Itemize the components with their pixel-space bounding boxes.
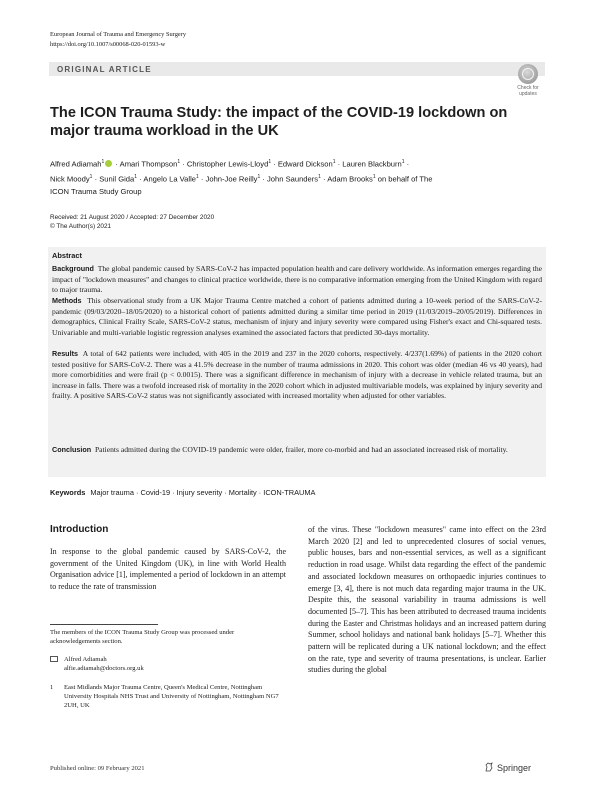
background-label: Background bbox=[52, 264, 94, 273]
abstract-results: Results A total of 642 patients were included, with 405 in the 2019 and 237 in the 2020 cohorts, respectively. 4/237(1.69%) of patients in the 2020 cohort tested positive for SARS-CoV-2. There was a 41.5% decrease in the number of trauma admissions in 2020. This cohort was older (median 46 vs 40 years), had more comorbidities and were frail (p < 0.0015). There was a significant difference in mechanism of injury with a decrease in vehicle related trauma, but an increase in falls. There was a twofold increased risk of mortality in the 2020 cohort which in adjusted multivariable models, was explained by injury severity and frailty. A positive SARS-CoV-2 status was not significantly associated with increased mortality when adjusted for other variables. bbox=[52, 349, 542, 401]
author[interactable]: Sunil Gida bbox=[99, 174, 135, 184]
results-label: Results bbox=[52, 349, 78, 358]
keywords-label: Keywords bbox=[50, 488, 86, 497]
methods-label: Methods bbox=[52, 296, 82, 305]
author[interactable]: John Saunders bbox=[267, 174, 319, 184]
article-title: The ICON Trauma Study: the impact of the COVID‑19 lockdown on major trauma workload in the UK bbox=[50, 105, 508, 139]
group-name: ICON Trauma Study Group bbox=[50, 187, 142, 197]
article-type: ORIGINAL ARTICLE bbox=[57, 65, 152, 74]
left-column bbox=[50, 524, 286, 592]
footnote-members: The members of the ICON Trauma Study Group was processed under acknowledgements section. bbox=[50, 629, 235, 645]
publisher-logo bbox=[484, 762, 531, 773]
article-type-bar bbox=[49, 62, 545, 76]
affiliation-text: East Midlands Major Trauma Centre, Queen's Medical Centre, Nottingham University Hospitals NHS Trust and University of Nottingham, Nottingham NG7 2UH, UK bbox=[64, 684, 279, 709]
orcid-icon[interactable] bbox=[105, 160, 112, 167]
abstract-background: Background The global pandemic caused by SARS-CoV-2 has impacted population health and care delivery worldwide. As information emerges regarding the impact of "lockdown measures" and changes to clinical practice worldwide, there is no comparative information emerging from the United Kingdom with regard to major trauma. bbox=[52, 264, 543, 295]
received-dates: Received: 21 August 2020 / Accepted: 27 December 2020 bbox=[50, 214, 215, 221]
published-online: Published online: 09 February 2021 bbox=[50, 765, 145, 772]
author[interactable]: Adam Brooks bbox=[327, 174, 373, 184]
check-label-line2: updates bbox=[519, 90, 537, 97]
check-for-updates-badge[interactable] bbox=[512, 63, 544, 101]
author[interactable]: Amari Thompson bbox=[119, 159, 178, 169]
intro-paragraph-right: of the virus. These "lockdown measures" came into effect on the 23rd March 2020 [2] and led to unprecedented closures of social venues, public houses, bars and non-essential services, as well as a significant reduction in road usage. Whilst data regarding the effect of the pandemic and associated lockdown measures on orthopaedic injuries continues to emerge [3, 4], there is not much data regarding major trauma in the UK. Despite this, the seasonal variability in trauma admissions is well documented [5–7]. This has been attributed to decreased trauma incidents during the Easter and Christmas holidays and an increased pattern during Summer, school holidays and national bank holidays [5–7]. Whether this pattern will be replicated during a UK national lockdown; and the effect on the rate, type and severity of trauma presentations, is unclear. Earlier studies during the global bbox=[308, 525, 546, 675]
mail-icon bbox=[50, 655, 62, 664]
corresponding-author bbox=[50, 655, 286, 677]
keywords-text: Major trauma · Covid-19 · Injury severity · Mortality · ICON-TRAUMA bbox=[90, 488, 316, 497]
abstract-box bbox=[48, 247, 546, 477]
author[interactable]: Edward Dickson bbox=[277, 159, 333, 169]
copyright: © The Author(s) 2021 bbox=[50, 223, 112, 230]
affiliation-mark: 1 bbox=[50, 684, 54, 691]
author-list: Alfred Adiamah$^1$ · Amari Thompson$^1$ · Christopher Lewis-Lloyd$^1$ · Edward Dickson$^1$ · Lauren Blackburn$^1$ · Nick Moody$^1$ · Sunil Gida$^1$ · Angelo La Valle$^1$ · John-Joe Reilly$^1$ · John Saunders$^1$ · Adam Brooks$^1$ on behalf of The ICON Trauma Study Group bbox=[50, 159, 433, 197]
author[interactable]: Christopher Lewis-Lloyd bbox=[186, 159, 269, 169]
abstract-conclusion: Conclusion Patients admitted during the COVID-19 pandemic were older, frailer, more co-morbid and had an associated increased risk of mortality. bbox=[52, 445, 508, 454]
author[interactable]: John-Joe Reilly bbox=[205, 174, 258, 184]
abstract-heading: Abstract bbox=[52, 251, 82, 260]
author[interactable]: Lauren Blackburn bbox=[342, 159, 402, 169]
author[interactable]: Nick Moody bbox=[50, 174, 90, 184]
keywords bbox=[50, 488, 315, 497]
doi-link[interactable]: https://doi.org/10.1007/s00068-020-01593-w bbox=[50, 41, 166, 48]
intro-paragraph-left: In response to the global pandemic caused by SARS-CoV-2, the government of the United Kingdom (UK), in line with World Health Organisation advice [1], implemented a period of lockdown in an attempt to reduce the rate of transmission bbox=[50, 547, 286, 592]
author[interactable]: Angelo La Valle bbox=[143, 174, 197, 184]
footnote-divider bbox=[50, 624, 158, 625]
conclusion-label: Conclusion bbox=[52, 445, 92, 454]
publisher-name: Springer bbox=[497, 763, 532, 773]
section-heading-introduction: Introduction bbox=[50, 524, 109, 535]
author[interactable]: Alfred Adiamah bbox=[50, 159, 102, 169]
affiliation bbox=[50, 683, 286, 713]
check-label-line1: Check for bbox=[517, 85, 539, 91]
springer-horse-icon bbox=[484, 762, 494, 772]
abstract-methods: Methods This observational study from a UK Major Trauma Centre matched a cohort of patients admitted during a 10-week period of the SARS-CoV-2-pandemic (09/03/2020–18/05/2020) to a historical cohort of patients admitted during a similar time period in 2019 (11/03/2019–20/05/2019). Differences in demographics, Clinical Frailty Scale, SARS-CoV-2 status, mechanism of injury and injury severity were compared using Fisher's exact and Chi-squared tests. Univariable and multi-variable logistic regression analyses examined the associated factors that predicted 30-days mortality. bbox=[52, 296, 542, 337]
group-prefix: on behalf of The bbox=[377, 174, 433, 184]
corresponding-email[interactable]: alfie.adiamah@doctors.org.uk bbox=[64, 665, 144, 672]
journal-name: European Journal of Trauma and Emergency Surgery bbox=[50, 31, 187, 38]
corresponding-name: Alfred Adiamah bbox=[64, 656, 107, 663]
